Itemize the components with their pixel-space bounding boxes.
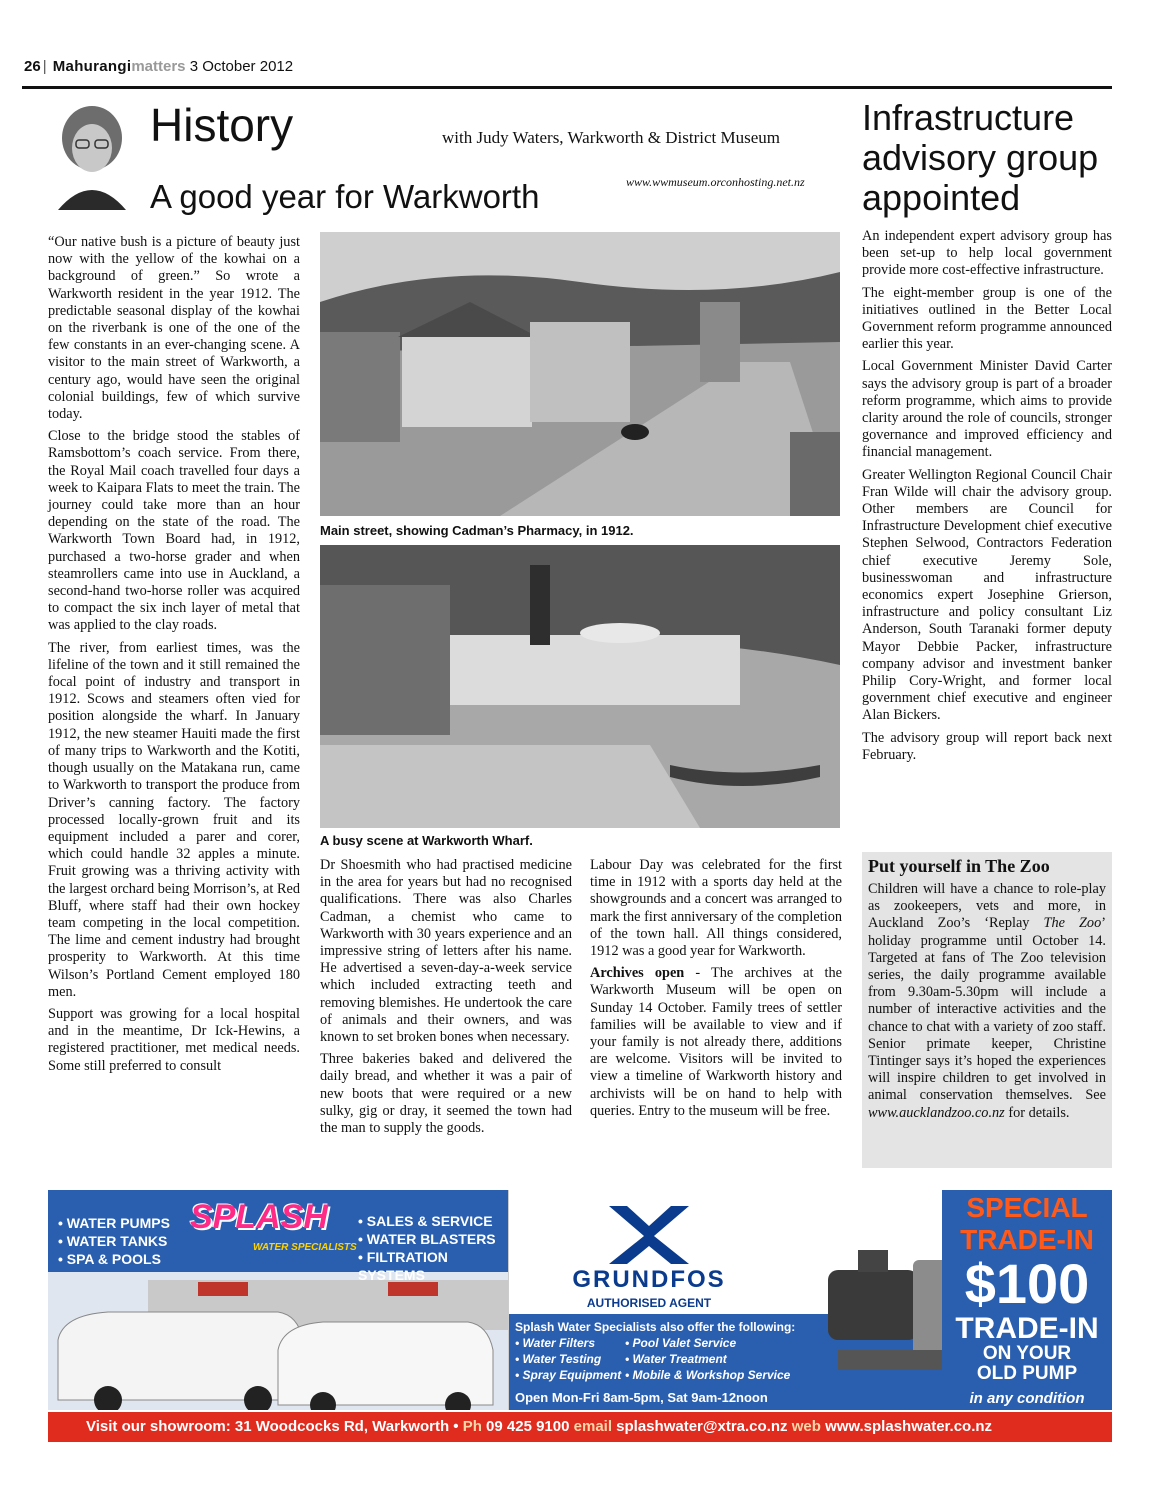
right-bullet-list: • SALES & SERVICE • WATER BLASTERS • FILTRATION SYSTEMS xyxy=(358,1213,496,1283)
offer-title: Splash Water Specialists also offer the following: xyxy=(515,1320,796,1334)
website-link[interactable]: www.splashwater.co.nz xyxy=(825,1418,993,1435)
paragraph: “Our native bush is a picture of beauty just now with the yellow of the kowhai on a background of green.” So wrote a Warkworth resident in the year 1912. The predictable seasonal display of the kowhai on the riverbank is one of the one of the few constants in an ever-changing scene. A visitor to the main street of Warkworth, a century ago, would have seen the original colonial buildings, few of which survive today. xyxy=(48,234,300,423)
issue-date: 3 October 2012 xyxy=(189,58,294,75)
offer-list: • Water Filters • Pool Valet Service • Water Testing • Water Treatment • Spray Equipment • Mobile & Workshop Service xyxy=(515,1336,791,1382)
museum-website[interactable]: www.wwmuseum.orconhosting.net.nz xyxy=(626,175,805,189)
zoo-box xyxy=(862,852,1112,1168)
splash-logo: SPLASH xyxy=(190,1198,328,1236)
trade-in-panel xyxy=(942,1190,1112,1410)
archives-text: - The archives at the Warkworth Museum will be open on Sunday 14 October. Family trees of settler families will be available to view and if your family is not already there, additions are welcome. Visitors will be invited to view a timeline of Warkworth history and archivists will be on hand to help with queries. Entry to the museum will be free. xyxy=(590,965,843,1119)
photo-caption: A busy scene at Warkworth Wharf. xyxy=(320,833,533,848)
main-street-photo xyxy=(320,232,840,516)
old-pump-label: OLD PUMP xyxy=(976,1363,1078,1384)
left-bullet-list: • WATER PUMPS • WATER TANKS • SPA & POOLS xyxy=(58,1215,170,1267)
page-number: 26 xyxy=(24,58,41,75)
showroom-address: Visit our showroom: 31 Woodcocks Rd, Warkworth • xyxy=(86,1418,459,1435)
grundfos-agent: AUTHORISED AGENT xyxy=(586,1296,712,1310)
contact-bar: Visit our showroom: 31 Woodcocks Rd, Warkworth • Ph 09 425 9100 email splashwater@xtra.co.nz web www.splashwater.co.nz xyxy=(48,1412,1112,1442)
article-column-2 xyxy=(320,857,572,1142)
phone-number[interactable]: 09 425 9100 xyxy=(486,1418,570,1435)
email-link[interactable]: splashwater@xtra.co.nz xyxy=(616,1418,788,1435)
on-your-label: ON YOUR xyxy=(982,1343,1072,1364)
paragraph: Labour Day was celebrated for the first time in 1912 with a sports day held at the showgrounds and a concert was arranged to mark the first anniversary of the completion of the town hall. All things considered, 1912 was a good year for Warkworth. xyxy=(590,857,842,960)
special-label: SPECIAL xyxy=(966,1192,1088,1223)
splash-tagline: WATER SPECIALISTS xyxy=(253,1242,357,1253)
paragraph: Three bakeries baked and delivered the daily bread, and whether it was a pair of new boots that were required or a new sulky, gig or dray, it seemed the town had the man to supply the goods. xyxy=(320,1051,572,1137)
paragraph: The eight-member group is one of the initiatives outlined in the Better Local Government reform programme announced earlier this year. xyxy=(862,284,1112,353)
photo-caption: Main street, showing Cadman’s Pharmacy, in 1912. xyxy=(320,523,634,538)
zoo-title: Put yourself in The Zoo xyxy=(868,856,1050,876)
paragraph xyxy=(590,965,842,1120)
paragraph: Close to the bridge stood the stables of Ramsbottom’s coach service. From there, the Royal Mail coach travelled four days a week to Kaipara Flats to meet the train. The journey could take more than an hour depending on the state of the road. The Warkworth Town Board had, in 1912, purchased a two-horse grader and when steamrollers came into use in Auckland, a second-hand two-horse roller was acquired to compact the six inch layer of metal that was applied to the clay roads. xyxy=(48,428,300,634)
splash-advert xyxy=(48,1190,1112,1442)
paragraph: Support was growing for a local hospital and in the meantime, Dr Ick-Hewins, a registered practitioner, met medical needs. Some still preferred to consult xyxy=(48,1005,300,1074)
wharf-photo xyxy=(320,545,840,828)
advert-left-panel xyxy=(48,1190,508,1410)
article-column-1 xyxy=(48,234,300,1080)
opening-hours: Open Mon-Fri 8am-5pm, Sat 9am-12noon xyxy=(515,1390,768,1405)
condition-label: in any condition xyxy=(969,1390,1085,1407)
archives-label: Archives open xyxy=(590,965,685,982)
section-title: History xyxy=(150,99,294,151)
article-column-3 xyxy=(590,857,842,1125)
columnist-portrait xyxy=(48,98,136,210)
paragraph: An independent expert advisory group has been set-up to help local government provide more cost-effective infrastructure. xyxy=(862,228,1112,279)
zoo-text: Children will have a chance to role-play as zookeepers, vets and more, in Auckland Zoo’s ‘Replay The Zoo’ holiday programme until October 14. Targeted at fans of The Zoo television series, the daily programme available from 9.30am-5.30pm will include a number of interactive activities and the chance to chat with a variety of zoo staff. Senior primate keeper, Christine Tintinger says it’s hoped the experiences will inspire children to get involved in animal conservation themselves. See www.aucklandzoo.co.nz for details. xyxy=(868,881,1106,1121)
brand-name: Mahurangi xyxy=(52,58,132,75)
brand-suffix: matters xyxy=(131,58,186,75)
grundfos-icon xyxy=(599,1196,699,1268)
byline: with Judy Waters, Warkworth & District Museum xyxy=(442,128,781,147)
paragraph: Greater Wellington Regional Council Chair Fran Wilde will chair the advisory group. Other members are Council for Infrastructure Development chief executive Stephen Selwood, Contractors Federation chief executive Jeremy Sole, businesswoman and infrastructure economics expert Josephine Grierson, infrastructure and policy consultant Liz Anderson, South Taranaki former deputy Mayor Debbie Packer, infrastructure company advisor and investment banker Philip Cory-Wright, and former local government chief executive and engineer Alan Bickers. xyxy=(862,466,1112,724)
zoo-link[interactable]: www.aucklandzoo.co.nz xyxy=(868,1104,1005,1121)
article-headline: A good year for Warkworth xyxy=(150,178,540,215)
masthead: 26 | Mahurangimatters 3 October 2012 xyxy=(24,58,294,75)
trade-in-label-2: TRADE-IN xyxy=(955,1312,1099,1345)
infrastructure-column xyxy=(862,228,1112,769)
paragraph: Local Government Minister David Carter says the advisory group is part of a broader reform programme, which aims to provide clarity around the role of councils, stronger governance and improved efficiency and financial management. xyxy=(862,358,1112,461)
grundfos-logo: GRUNDFOS xyxy=(572,1266,726,1293)
infrastructure-headline: Infrastructure advisory group appointed xyxy=(862,97,1099,218)
paragraph: Dr Shoesmith who had practised medicine in the area for years but had no recognised qualifications. There was also Charles Cadman, a chemist who came to Warkworth with 30 years experience and an impressive string of letters after his name. He advertised a seven-day-a-week service which included extracting teeth and removing blemishes. He undertook the care of animals and their owners, and was known to set broken bones when necessary. xyxy=(320,857,572,1046)
paragraph: The advisory group will report back next February. xyxy=(862,729,1112,763)
paragraph: The river, from earliest times, was the lifeline of the town and it still remained the focal point of industry and transport in 1912. Scows and steamers often vied for position alongside the wharf. In January 1912, the new steamer Hauiti made the first of many trips to Warkworth and the Kotiti, though usually on the Matakana run, came to Warkworth to transport the produce from Driver’s canning factory. The factory processed locally-grown fruit and its equipment included a parer and corer, which could handle 32 apples a minute. Fruit growing was a thriving activity with the largest orchard being Morrison’s, at Red Bluff, where staff had their own hockey team competing in the local competition. The lime and cement industry had brought prosperity to Warkworth. At this time Wilson’s Portland Cement employed 180 men. xyxy=(48,639,300,1000)
trade-in-amount: $100 xyxy=(964,1252,1090,1315)
header-rule xyxy=(22,86,1112,89)
trade-in-label: TRADE-IN xyxy=(960,1224,1094,1255)
